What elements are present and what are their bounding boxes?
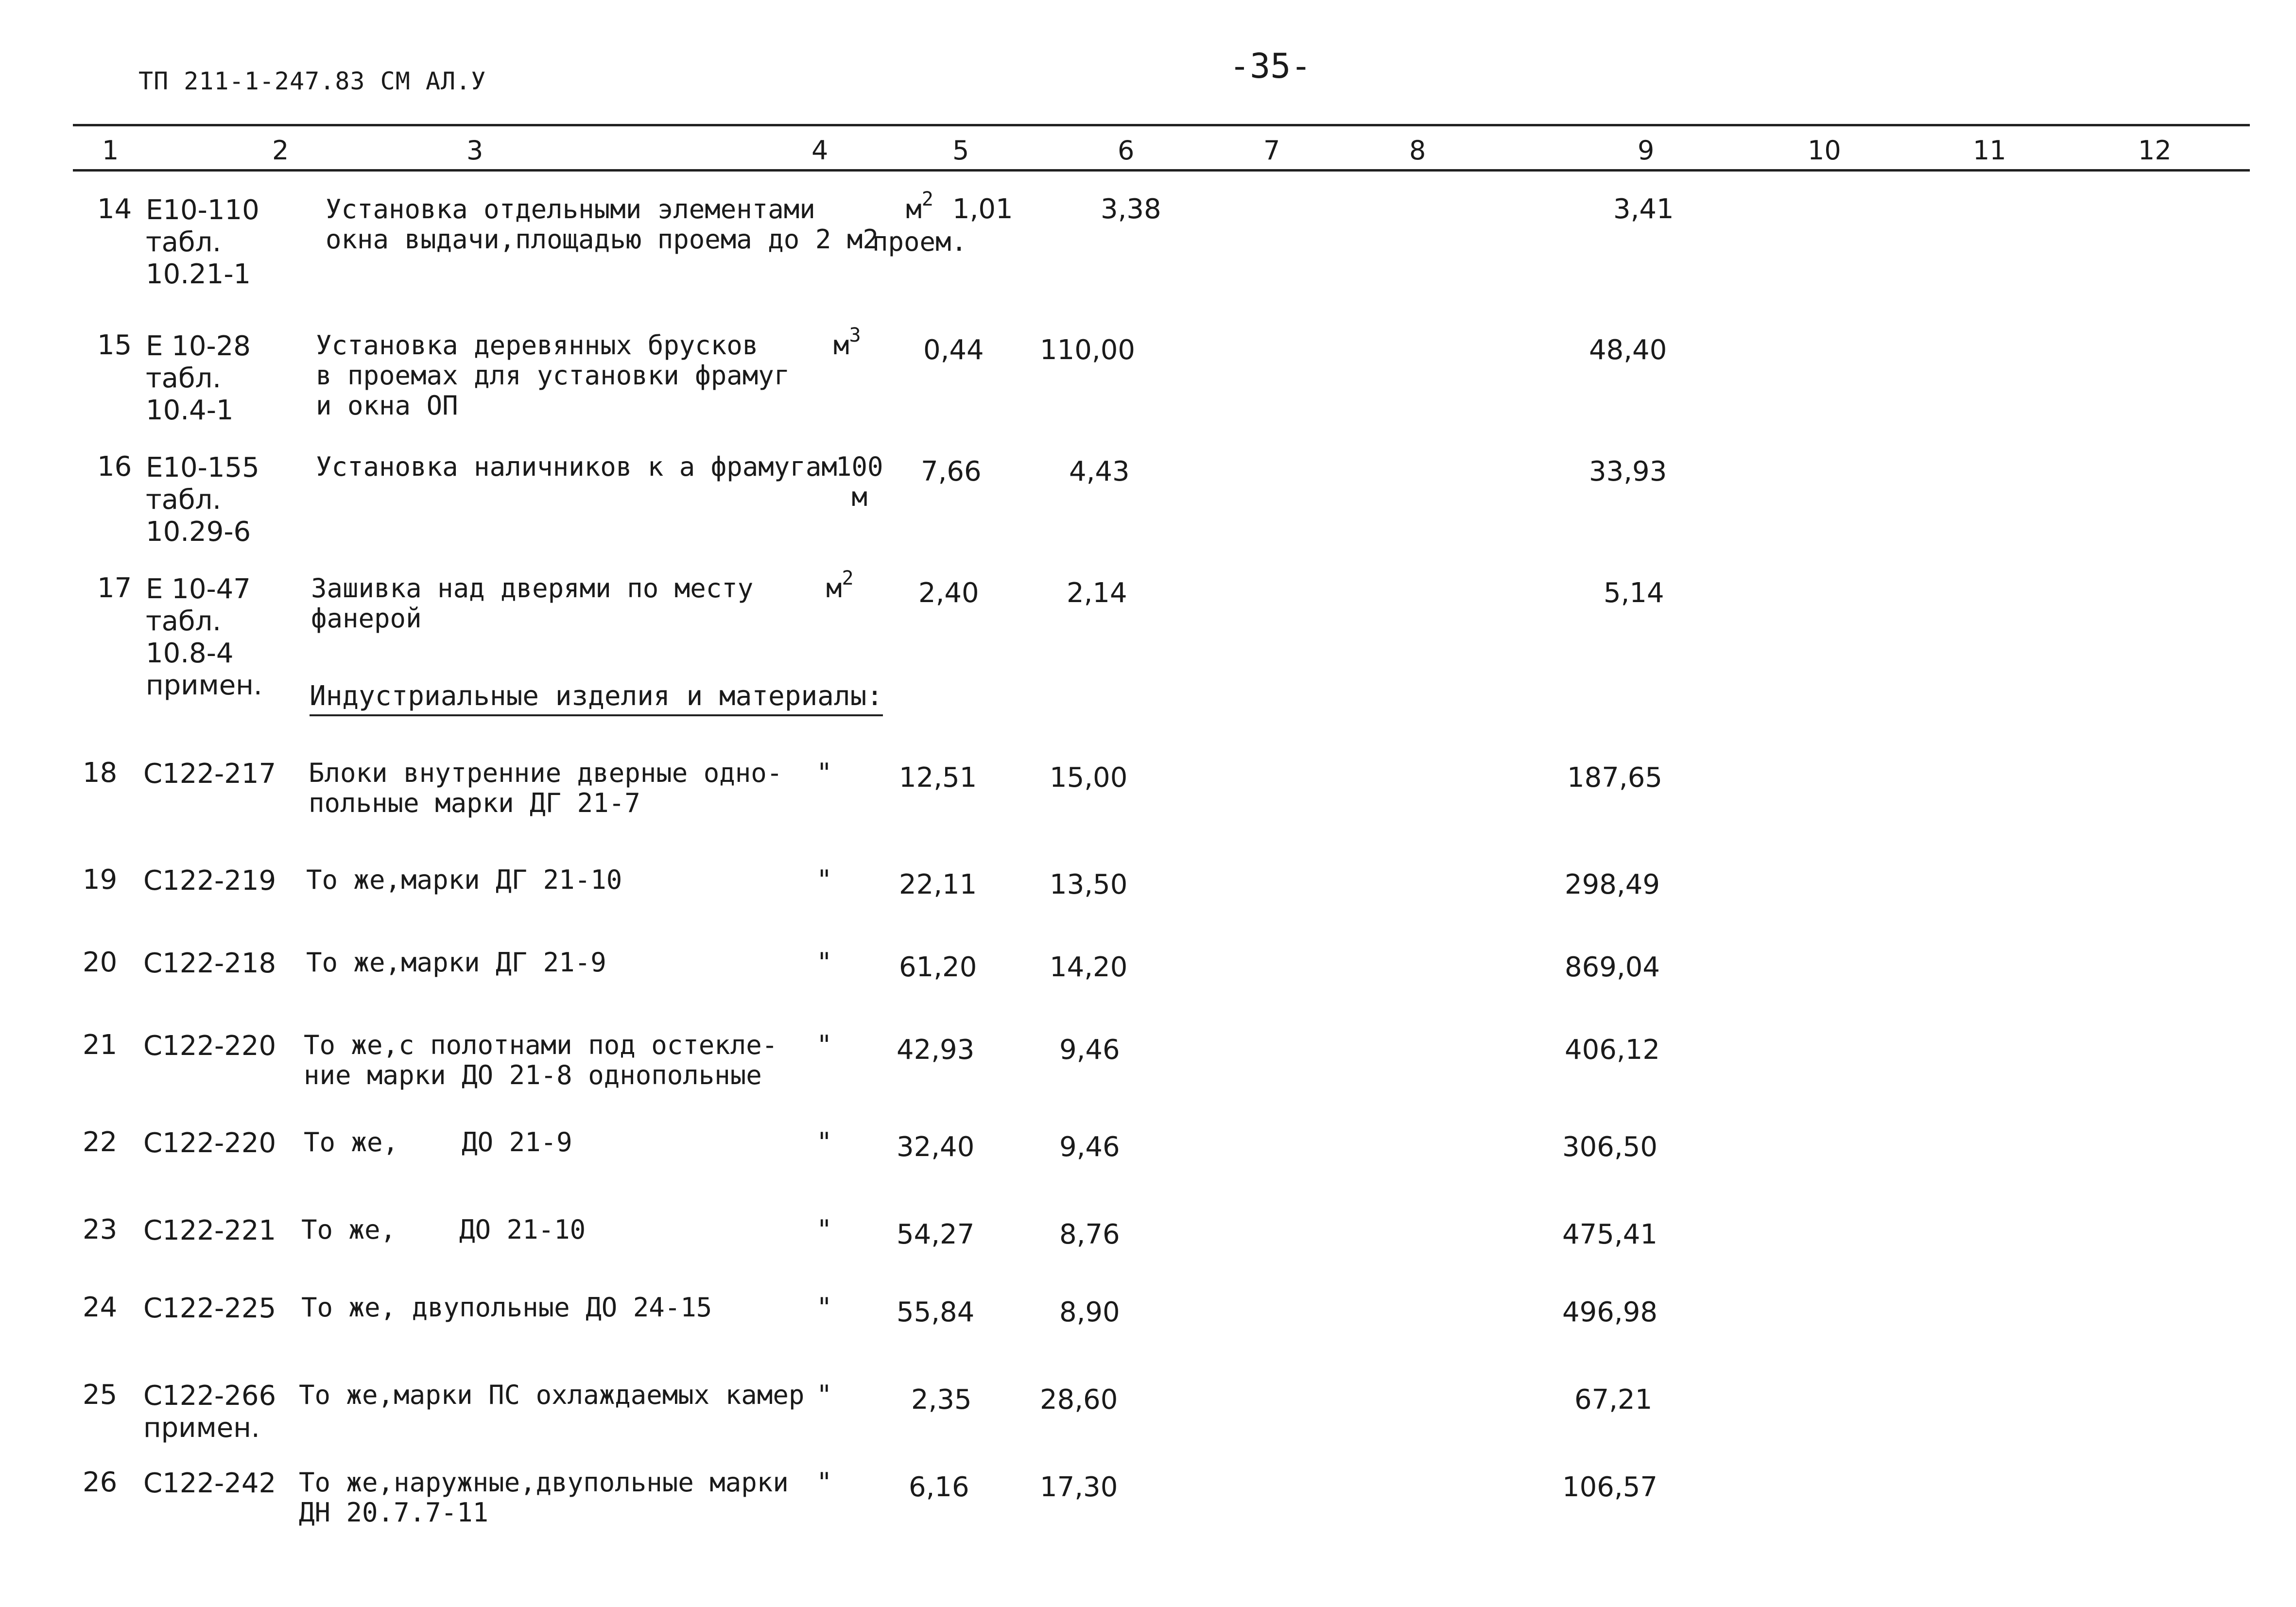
unit-of-measure bbox=[836, 452, 883, 512]
quantity: 7,66 bbox=[921, 456, 982, 487]
row-number: 23 bbox=[83, 1214, 118, 1245]
unit-of-measure bbox=[833, 324, 861, 363]
quantity: 6,16 bbox=[909, 1471, 969, 1503]
unit-price: 28,60 bbox=[1040, 1384, 1118, 1416]
rate-code bbox=[146, 330, 251, 427]
work-description-line: То же,наружные,двупольные марки bbox=[299, 1467, 789, 1498]
rate-code-line: табл. bbox=[146, 363, 222, 394]
table-header-rule bbox=[73, 169, 2250, 172]
rate-code-line: примен. bbox=[146, 670, 262, 701]
work-description-line: ние марки ДО 21-8 однопольные bbox=[304, 1060, 762, 1090]
column-number-8: 8 bbox=[1409, 135, 1426, 166]
work-description bbox=[299, 1468, 789, 1528]
work-description bbox=[304, 1127, 572, 1158]
quantity: 22,11 bbox=[899, 869, 977, 900]
work-description bbox=[301, 1215, 586, 1245]
total-cost: 5,14 bbox=[1604, 577, 1664, 609]
work-description-line: польные марки ДГ 21-7 bbox=[309, 788, 640, 818]
work-description bbox=[306, 865, 622, 895]
unit-exponent: 2 bbox=[921, 188, 933, 210]
column-number-4: 4 bbox=[811, 135, 829, 166]
unit-symbol: " bbox=[816, 1467, 832, 1498]
unit-exponent: 3 bbox=[849, 324, 861, 346]
work-description-line: То же, ДО 21-10 bbox=[301, 1214, 586, 1245]
unit-line-2: м bbox=[851, 482, 868, 512]
rate-code-line: С122-220 bbox=[143, 1127, 276, 1159]
unit-price: 9,46 bbox=[1059, 1131, 1120, 1163]
rate-code-line: табл. bbox=[146, 226, 222, 258]
work-description-line: То же,марки ДГ 21-10 bbox=[306, 864, 622, 895]
unit-symbol: " bbox=[816, 1214, 832, 1245]
rate-code bbox=[143, 1468, 276, 1500]
rate-code bbox=[143, 1215, 276, 1247]
rate-code-line: С122-217 bbox=[143, 758, 276, 790]
rate-code-line: 10.21-1 bbox=[146, 259, 251, 290]
column-number-5: 5 bbox=[952, 135, 969, 166]
row-number: 18 bbox=[83, 757, 118, 789]
document-code: ТП 211-1-247.83 СМ АЛ.У bbox=[138, 67, 486, 95]
rate-code bbox=[143, 948, 276, 980]
row-number: 19 bbox=[83, 864, 118, 896]
unit-symbol: м bbox=[833, 330, 849, 361]
total-cost: 306,50 bbox=[1562, 1131, 1657, 1163]
unit-of-measure bbox=[816, 758, 832, 788]
row-number: 21 bbox=[83, 1029, 118, 1061]
unit-symbol: " bbox=[816, 1292, 832, 1323]
work-description-line: ДН 20.7.7-11 bbox=[299, 1497, 489, 1528]
total-cost: 406,12 bbox=[1565, 1034, 1660, 1066]
column-number-10: 10 bbox=[1808, 135, 1841, 166]
total-cost: 3,41 bbox=[1613, 193, 1674, 225]
rate-code bbox=[146, 573, 262, 702]
column-number-2: 2 bbox=[272, 135, 289, 166]
total-cost: 33,93 bbox=[1589, 456, 1667, 487]
quantity: 54,27 bbox=[897, 1219, 975, 1250]
quantity: 2,40 bbox=[918, 577, 979, 609]
section-heading: Индустриальные изделия и материалы: bbox=[310, 681, 883, 716]
row-number: 16 bbox=[97, 451, 132, 483]
rate-code-line: табл. bbox=[146, 484, 222, 516]
work-description-line: окна выдачи,площадью проема до 2 м2 bbox=[326, 224, 879, 255]
quantity: 1,01 bbox=[952, 193, 1013, 225]
row-number: 17 bbox=[97, 572, 132, 604]
total-cost: 48,40 bbox=[1589, 334, 1667, 366]
unit-of-measure bbox=[816, 1380, 832, 1410]
rate-code-line: Е 10-47 bbox=[146, 573, 251, 605]
column-number-11: 11 bbox=[1973, 135, 2006, 166]
unit-symbol: " bbox=[816, 1030, 832, 1060]
page-number: -35- bbox=[1229, 46, 1312, 86]
rate-code-line: Е10-110 bbox=[146, 194, 259, 226]
unit-price: 14,20 bbox=[1050, 951, 1128, 983]
unit-of-measure bbox=[816, 1127, 832, 1158]
unit-price: 2,14 bbox=[1067, 577, 1127, 609]
work-description-line: То же,марки ДГ 21-9 bbox=[306, 947, 606, 978]
rate-code-line: 10.8-4 bbox=[146, 638, 234, 669]
work-description bbox=[306, 948, 606, 978]
rate-code-line: С122-225 bbox=[143, 1293, 276, 1324]
unit-price: 8,90 bbox=[1059, 1296, 1120, 1328]
work-description-line: То же,марки ПС охлаждаемых камер bbox=[299, 1380, 805, 1410]
unit-price: 8,76 bbox=[1059, 1219, 1120, 1250]
unit-symbol: 100 bbox=[836, 451, 883, 482]
work-description-line: То же, двупольные ДО 24-15 bbox=[301, 1292, 712, 1323]
rate-code bbox=[143, 1293, 276, 1325]
unit-line-2: проем. bbox=[872, 226, 967, 257]
rate-code-line: 10.4-1 bbox=[146, 395, 234, 426]
column-number-6: 6 bbox=[1118, 135, 1135, 166]
total-cost: 298,49 bbox=[1565, 869, 1660, 900]
unit-symbol: м bbox=[826, 573, 842, 604]
row-number: 25 bbox=[83, 1379, 118, 1411]
unit-of-measure bbox=[816, 1293, 832, 1323]
unit-of-measure bbox=[816, 1030, 832, 1060]
table-top-rule bbox=[73, 124, 2250, 126]
rate-code-line: С122-220 bbox=[143, 1030, 276, 1062]
work-description bbox=[326, 194, 879, 255]
work-description bbox=[311, 573, 753, 634]
quantity: 61,20 bbox=[899, 951, 977, 983]
rate-code-line: табл. bbox=[146, 605, 222, 637]
work-description-line: Установка отдельными элементами bbox=[326, 194, 815, 225]
unit-exponent: 2 bbox=[842, 567, 854, 589]
quantity: 0,44 bbox=[923, 334, 984, 366]
rate-code-line: С122-218 bbox=[143, 948, 276, 979]
rate-code bbox=[146, 194, 259, 291]
row-number: 15 bbox=[97, 329, 132, 361]
work-description bbox=[299, 1380, 804, 1410]
unit-of-measure bbox=[816, 865, 832, 895]
row-number: 14 bbox=[97, 193, 132, 225]
rate-code bbox=[146, 452, 259, 548]
work-description-line: Установка наличников к а фрамугам bbox=[316, 451, 837, 482]
unit-price: 4,43 bbox=[1069, 456, 1130, 487]
column-number-12: 12 bbox=[2138, 135, 2172, 166]
rate-code bbox=[143, 1127, 276, 1159]
unit-of-measure bbox=[826, 567, 854, 606]
work-description-line: Установка деревянных брусков bbox=[316, 330, 759, 361]
rate-code-line: С122-219 bbox=[143, 865, 276, 897]
unit-of-measure bbox=[816, 948, 832, 978]
rate-code bbox=[143, 1030, 276, 1062]
row-number: 26 bbox=[83, 1467, 118, 1498]
work-description bbox=[301, 1293, 712, 1323]
total-cost: 187,65 bbox=[1567, 762, 1662, 794]
quantity: 32,40 bbox=[897, 1131, 975, 1163]
work-description-line: Блоки внутренние дверные одно- bbox=[309, 758, 783, 788]
rate-code-line: примен. bbox=[143, 1412, 260, 1444]
quantity: 2,35 bbox=[911, 1384, 972, 1416]
unit-of-measure bbox=[816, 1468, 832, 1498]
unit-symbol: " bbox=[816, 1380, 832, 1410]
work-description-line: То же,с полотнами под остекле- bbox=[304, 1030, 778, 1060]
unit-price: 15,00 bbox=[1050, 762, 1128, 794]
unit-symbol: м bbox=[906, 194, 922, 225]
rate-code bbox=[143, 758, 276, 790]
quantity: 12,51 bbox=[899, 762, 977, 794]
work-description bbox=[316, 330, 790, 421]
column-number-7: 7 bbox=[1263, 135, 1280, 166]
unit-price: 13,50 bbox=[1050, 869, 1128, 900]
unit-of-measure bbox=[816, 1215, 832, 1245]
unit-price: 9,46 bbox=[1059, 1034, 1120, 1066]
unit-price: 110,00 bbox=[1040, 334, 1135, 366]
unit-symbol: " bbox=[816, 758, 832, 788]
column-number-3: 3 bbox=[466, 135, 483, 166]
rate-code-line: Е10-155 bbox=[146, 452, 259, 484]
total-cost: 869,04 bbox=[1565, 951, 1660, 983]
rate-code-line: 10.29-6 bbox=[146, 516, 251, 548]
work-description-line: То же, ДО 21-9 bbox=[304, 1127, 572, 1158]
row-number: 20 bbox=[83, 947, 118, 978]
quantity: 55,84 bbox=[897, 1296, 975, 1328]
column-number-1: 1 bbox=[102, 135, 119, 166]
rate-code bbox=[143, 865, 276, 897]
column-number-9: 9 bbox=[1638, 135, 1655, 166]
row-number: 24 bbox=[83, 1292, 118, 1323]
rate-code-line: С122-266 bbox=[143, 1380, 276, 1412]
rate-code-line: С122-221 bbox=[143, 1215, 276, 1246]
rate-code bbox=[143, 1380, 276, 1444]
row-number: 22 bbox=[83, 1126, 118, 1158]
total-cost: 67,21 bbox=[1574, 1384, 1653, 1416]
work-description-line: Зашивка над дверями по месту bbox=[311, 573, 754, 604]
quantity: 42,93 bbox=[897, 1034, 975, 1066]
work-description-line: фанерой bbox=[311, 603, 422, 634]
unit-price: 3,38 bbox=[1101, 193, 1161, 225]
unit-price: 17,30 bbox=[1040, 1471, 1118, 1503]
work-description-line: и окна ОП bbox=[316, 390, 458, 421]
total-cost: 106,57 bbox=[1562, 1471, 1657, 1503]
rate-code-line: С122-242 bbox=[143, 1468, 276, 1499]
total-cost: 496,98 bbox=[1562, 1296, 1657, 1328]
work-description bbox=[316, 452, 837, 482]
work-description bbox=[304, 1030, 777, 1090]
unit-symbol: " bbox=[816, 864, 832, 895]
work-description-line: в проемах для установки фрамуг bbox=[316, 360, 790, 391]
unit-symbol: " bbox=[816, 1127, 832, 1158]
work-description bbox=[309, 758, 782, 818]
unit-symbol: " bbox=[816, 947, 832, 978]
total-cost: 475,41 bbox=[1562, 1219, 1657, 1250]
rate-code-line: Е 10-28 bbox=[146, 330, 251, 362]
